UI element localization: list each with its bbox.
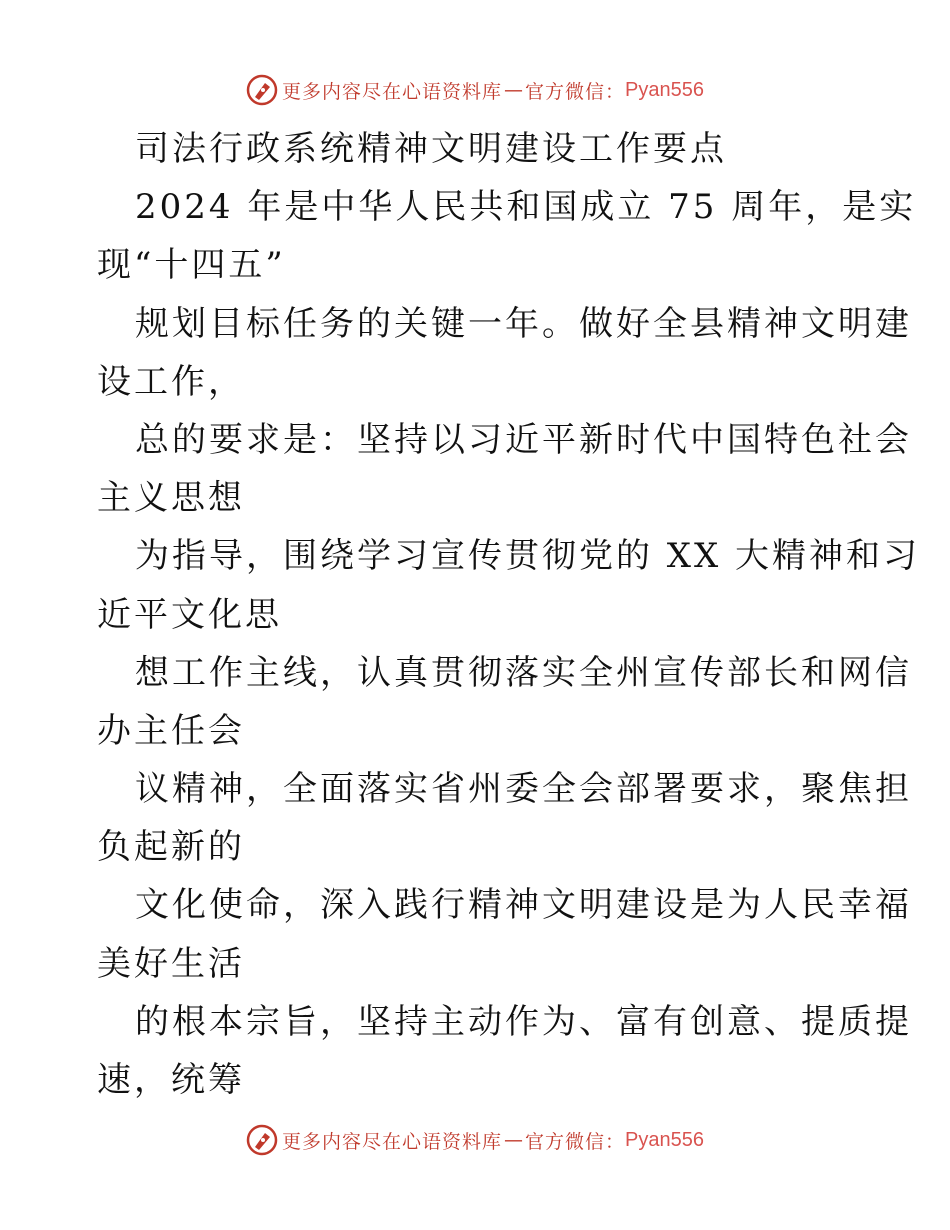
paragraph-line: 美好生活 — [97, 943, 245, 984]
paragraph-line: 近平文化思 — [97, 594, 282, 635]
header-watermark — [0, 72, 950, 108]
paragraph-line: 主义思想 — [97, 478, 245, 519]
paragraph-line: 负起新的 — [97, 827, 245, 868]
watermark-wechat-label: 官方微信： — [525, 1130, 626, 1153]
pen-nib-icon — [246, 1124, 278, 1156]
paragraph-line: 想工作主线，认真贯彻落实全州宣传部长和网信 — [135, 652, 912, 693]
paragraph-line: 总的要求是：坚持以习近平新时代中国特色社会 — [135, 419, 912, 460]
document-body — [97, 120, 921, 1109]
paragraph-line: 2024 年是中华人民共和国成立 75 周年，是实 — [135, 187, 917, 228]
paragraph-line: 议精神，全面落实省州委全会部署要求，聚焦担 — [135, 769, 912, 810]
paragraph-line: 设工作， — [97, 361, 245, 402]
paragraph-line: 为指导，围绕学习宣传贯彻党的 XX 大精神和习 — [135, 536, 921, 577]
paragraph-line: 办主任会 — [97, 710, 245, 751]
paragraph-line: 现“十四五” — [97, 245, 286, 286]
watermark-separator: — — [504, 79, 524, 101]
watermark-wechat-label: 官方微信： — [525, 80, 626, 103]
document-title: 司法行政系统精神文明建设工作要点 — [135, 129, 727, 169]
paragraph-line: 规划目标任务的关键一年。做好全县精神文明建 — [135, 303, 912, 344]
footer-watermark — [0, 1122, 950, 1158]
watermark-wechat-id: Pyan556 — [625, 78, 704, 101]
pen-nib-icon — [246, 74, 278, 106]
paragraph-line: 速，统筹 — [97, 1060, 245, 1100]
paragraph-line: 的根本宗旨，坚持主动作为、富有创意、提质提 — [135, 1001, 912, 1042]
watermark-wechat-id: Pyan556 — [625, 1128, 704, 1151]
watermark-site-text: 更多内容尽在心语资料库 — [282, 80, 503, 103]
watermark-site-text: 更多内容尽在心语资料库 — [282, 1130, 503, 1153]
paragraph-line: 文化使命，深入践行精神文明建设是为人民幸福 — [135, 885, 912, 926]
watermark-separator: — — [504, 1129, 524, 1151]
